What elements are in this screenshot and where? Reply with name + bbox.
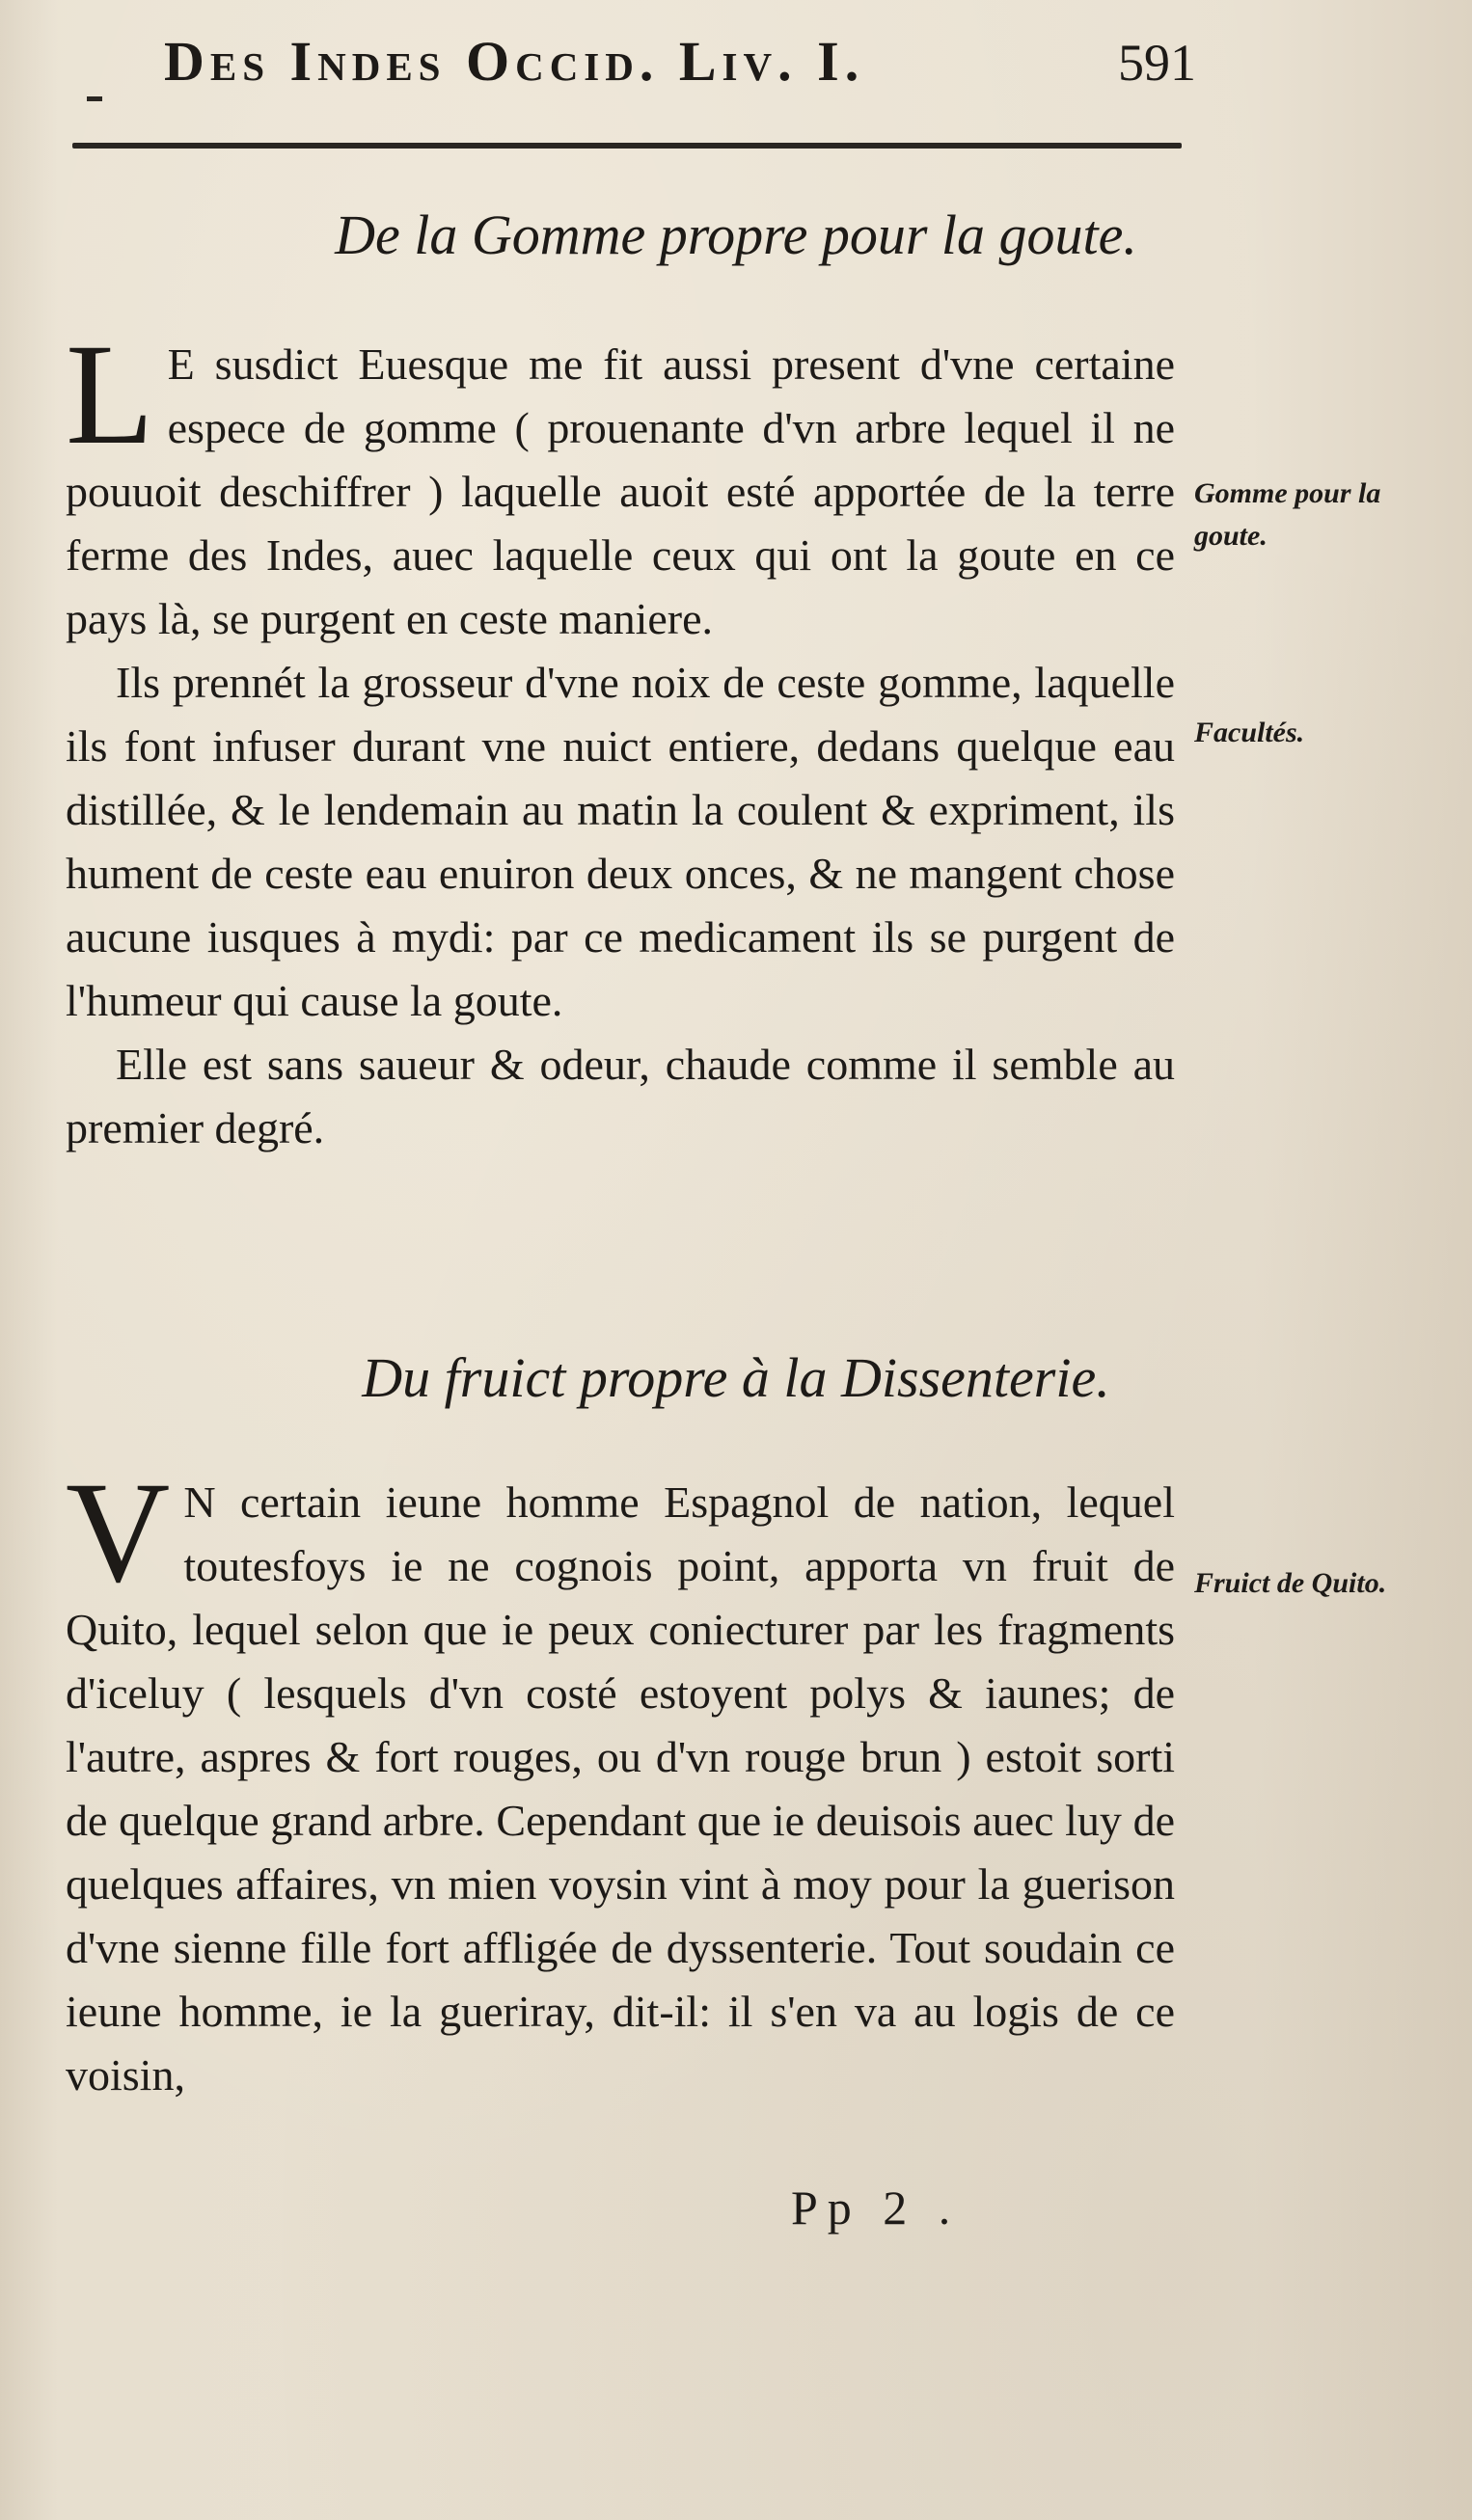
paragraph: L E susdict Euesque me fit aussi present d'vne certaine espece de gomme ( prouenante d'vn arbre lequel il ne pouuoit deschiffrer ) laquelle auoit esté apportée de la terre ferme des Indes, auec laquelle ceux qui ont la goute en ce pays là, se purgent en ceste maniere. (66, 314, 1175, 643)
paragraph: Ils prennét la grosseur d'vne noix de ceste gomme, laquelle ils font infuser durant vne nuict entiere, dedans quelque eau distillée, & le lendemain au matin la coulent & expriment, ils hument de ceste eau enuiron deux onces, & ne mangent chose aucune iusques à mydi: par ce medicament ils se purgent de l'humeur qui cause la goute. (66, 658, 1175, 1025)
printer-mark (87, 96, 102, 101)
header-rule (72, 143, 1182, 149)
margin-note-facultes: Facultés. (1194, 717, 1305, 748)
paragraph: V N certain ieune homme Espagnol de nation, lequel toutesfoys ie ne cognois point, apporta vn fruit de Quito, lequel selon que ie peux coniecturer par les fragments d'iceluy ( lesquels d'vn costé estoyent polys & iaunes; de l'autre, aspres & fort rouges, ou d'vn rouge brun ) estoit sorti de quelque grand arbre. Cependant que ie deuisois auec luy de quelques affaires, vn mien voysin vint à moy pour la guerison d'vne sienne fille fort affligée de dyssenterie. Tout soudain ce ieune homme, ie la gueriray, dit-il: il s'en va au logis de ce voisin, (66, 1452, 1175, 2100)
section-body-gomme (66, 314, 1175, 1160)
drop-cap: L (66, 314, 154, 474)
page-header (164, 29, 1196, 93)
signature-mark: Pp 2 . (791, 2181, 961, 2235)
margin-note-gomme: Gomme pour la goute. (1194, 477, 1381, 552)
drop-cap: V (66, 1452, 171, 1612)
page-number: 591 (1118, 34, 1196, 92)
section-title-fruict: Du fruict propre à la Dissenterie. (362, 1346, 1110, 1409)
paragraph: Elle est sans saueur & odeur, chaude comme il semble au premier degré. (66, 1040, 1175, 1152)
section-body-fruict (66, 1452, 1175, 2107)
running-head: Des Indes Occid. Liv. I. (164, 30, 865, 93)
section-title-gomme: De la Gomme propre pour la goute. (335, 203, 1137, 266)
margin-note-fruict: Fruict de Quito. (1194, 1567, 1387, 1599)
